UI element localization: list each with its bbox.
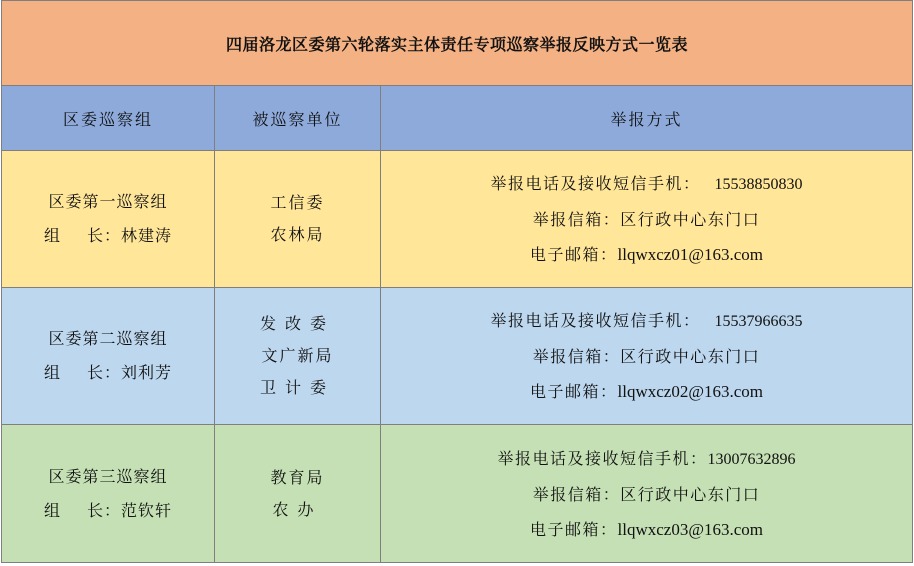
- email-line: [381, 374, 912, 409]
- contact-cell: [381, 151, 913, 288]
- title-row: [2, 1, 913, 86]
- phone-line: [381, 441, 912, 477]
- mailbox-label: 举报信箱：: [532, 347, 621, 366]
- mailbox-value: 区行政中心东门口: [620, 484, 761, 504]
- header-row: [2, 86, 913, 151]
- group-name: 区委第三巡察组: [48, 466, 168, 486]
- contact-cell: [381, 288, 913, 425]
- email-address: llqwxcz02@163.com: [617, 382, 764, 401]
- unit-name: 文广新局: [261, 346, 334, 365]
- leader-prefix: 组: [43, 226, 61, 245]
- mailbox-label: 举报信箱：: [532, 210, 621, 229]
- group-name: 区委第一巡察组: [48, 192, 168, 211]
- report-table: [1, 0, 913, 563]
- phone-line: [381, 166, 912, 202]
- mailbox-label: 举报信箱：: [532, 484, 621, 504]
- table-row: [2, 151, 913, 288]
- email-address: llqwxcz03@163.com: [617, 519, 764, 539]
- phone-line: [381, 303, 912, 339]
- unit-name: 发改委: [259, 314, 335, 333]
- table-row: [2, 425, 913, 563]
- table-title: 四届洛龙区委第六轮落实主体责任专项巡察举报反映方式一览表: [2, 1, 913, 86]
- email-label: 电子邮箱：: [530, 382, 618, 401]
- leader-name: 刘利芳: [121, 363, 173, 382]
- group-leader: [2, 219, 214, 253]
- mailbox-line: [381, 202, 912, 237]
- header-group: 区委巡察组: [2, 86, 215, 151]
- group-cell: [2, 425, 215, 563]
- email-line: [381, 237, 912, 272]
- group-leader: [2, 356, 214, 390]
- header-units: 被巡察单位: [215, 86, 381, 151]
- units-cell: [215, 425, 381, 563]
- email-label: 电子邮箱：: [530, 519, 618, 539]
- header-contact: 举报方式: [381, 86, 913, 151]
- phone-number: 13007632896: [707, 450, 796, 468]
- leader-suffix: 长：: [86, 226, 121, 245]
- contact-cell: [381, 425, 913, 563]
- unit-name: 工信委: [270, 193, 325, 212]
- mailbox-value: 区行政中心东门口: [620, 347, 761, 366]
- mailbox-line: [381, 339, 912, 374]
- units-cell: [215, 288, 381, 425]
- phone-number: 15538850830: [714, 176, 803, 193]
- leader-name: 范钦轩: [121, 500, 173, 520]
- phone-label: 举报电话及接收短信手机：: [490, 311, 701, 330]
- leader-name: 林建涛: [121, 226, 173, 245]
- phone-label: 举报电话及接收短信手机：: [490, 174, 701, 193]
- unit-name: 卫计委: [259, 378, 335, 397]
- group-cell: [2, 151, 215, 288]
- phone-number: 15537966635: [714, 313, 803, 330]
- email-line: [381, 512, 912, 547]
- phone-label: 举报电话及接收短信手机：: [497, 448, 708, 468]
- leader-prefix: 组: [43, 500, 61, 520]
- email-address: llqwxcz01@163.com: [617, 245, 764, 264]
- unit-name: 农办: [272, 499, 323, 519]
- unit-name: 教育局: [270, 467, 325, 487]
- group-cell: [2, 288, 215, 425]
- mailbox-line: [381, 477, 912, 512]
- group-leader: [2, 494, 214, 528]
- mailbox-value: 区行政中心东门口: [620, 210, 761, 229]
- unit-name: 农林局: [270, 225, 325, 244]
- group-name: 区委第二巡察组: [48, 329, 168, 348]
- leader-suffix: 长：: [86, 500, 121, 520]
- units-cell: [215, 151, 381, 288]
- leader-prefix: 组: [43, 363, 61, 382]
- email-label: 电子邮箱：: [530, 245, 618, 264]
- leader-suffix: 长：: [86, 363, 121, 382]
- table-row: [2, 288, 913, 425]
